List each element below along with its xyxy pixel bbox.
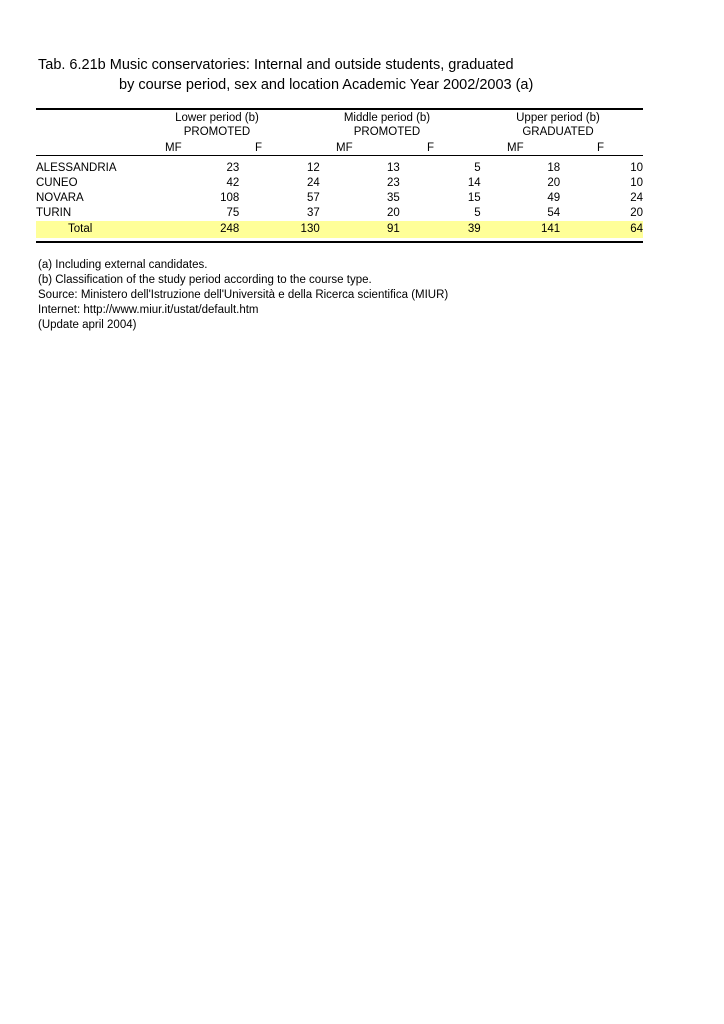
- footnote-a: (a) Including external candidates.: [38, 259, 208, 271]
- cell-lower-mf: 23: [226, 162, 240, 174]
- data-table: [36, 161, 643, 238]
- cell-upper-f: 10: [630, 162, 643, 174]
- cell-middle-mf: 20: [386, 207, 400, 219]
- cell-middle-f: 14: [467, 177, 481, 189]
- row-label: ALESSANDRIA: [36, 162, 117, 174]
- group-lower-status: PROMOTED: [183, 126, 251, 138]
- table-row: [36, 176, 643, 191]
- group-header-lower: [157, 111, 277, 139]
- cell-middle-mf: 23: [386, 177, 400, 189]
- cell-lower-mf: 42: [226, 177, 240, 189]
- cell-upper-mf: 49: [547, 192, 561, 204]
- group-upper-status: GRADUATED: [522, 126, 594, 138]
- cell-lower-f: 57: [306, 192, 320, 204]
- row-label: NOVARA: [36, 192, 84, 204]
- table-title: [38, 55, 533, 95]
- total-row: [36, 221, 643, 238]
- bottom-rule: [36, 241, 643, 243]
- source-note: Source: Ministero dell'Istruzione dell'Università e della Ricerca scientifica (MIUR): [38, 289, 449, 301]
- subheader-upper-f: F: [597, 142, 605, 154]
- cell-upper-mf: 20: [547, 177, 561, 189]
- total-lower-f: 130: [239, 221, 319, 238]
- table-row: [36, 191, 643, 206]
- cell-upper-mf: 54: [547, 207, 561, 219]
- footnote-b: (b) Classification of the study period according to the course type.: [38, 274, 372, 286]
- subheader-upper-mf: MF: [507, 142, 524, 154]
- subheader-lower-mf: MF: [165, 142, 182, 154]
- group-middle-period: Middle period (b): [343, 112, 431, 124]
- group-upper-period: Upper period (b): [516, 112, 600, 124]
- table-row: [36, 206, 643, 221]
- total-label: Total: [36, 221, 164, 238]
- table-row: [36, 161, 643, 176]
- total-middle-mf: 91: [320, 221, 400, 238]
- cell-middle-mf: 13: [386, 162, 400, 174]
- cell-upper-f: 10: [630, 177, 643, 189]
- cell-lower-f: 24: [306, 177, 320, 189]
- group-header-upper: [498, 111, 618, 139]
- top-rule: [36, 108, 643, 110]
- title-line-2: by course period, sex and location Academic Year 2002/2003 (a): [119, 77, 534, 93]
- cell-middle-f: 5: [474, 207, 481, 219]
- total-lower-mf: 248: [164, 221, 239, 238]
- row-label: TURIN: [36, 207, 72, 219]
- cell-lower-f: 37: [306, 207, 320, 219]
- total-middle-f: 39: [400, 221, 481, 238]
- cell-lower-mf: 108: [220, 192, 240, 204]
- cell-upper-mf: 18: [547, 162, 561, 174]
- subheader-lower-f: F: [255, 142, 263, 154]
- total-upper-mf: 141: [481, 221, 561, 238]
- footnotes: [38, 258, 448, 333]
- cell-middle-f: 15: [467, 192, 481, 204]
- group-middle-status: PROMOTED: [353, 126, 421, 138]
- row-label: CUNEO: [36, 177, 78, 189]
- subheader-middle-f: F: [427, 142, 435, 154]
- cell-lower-f: 12: [306, 162, 320, 174]
- title-line-1: Tab. 6.21b Music conservatories: Internal and outside students, graduated: [38, 57, 514, 73]
- cell-middle-mf: 35: [386, 192, 400, 204]
- group-header-middle: [327, 111, 447, 139]
- update-note: (Update april 2004): [38, 319, 137, 331]
- total-upper-f: 64: [560, 221, 643, 238]
- group-lower-period: Lower period (b): [175, 112, 259, 124]
- cell-upper-f: 20: [630, 207, 643, 219]
- internet-note: Internet: http://www.miur.it/ustat/default.htm: [38, 304, 259, 316]
- subheader-middle-mf: MF: [336, 142, 353, 154]
- cell-upper-f: 24: [630, 192, 643, 204]
- cell-lower-mf: 75: [226, 207, 240, 219]
- cell-middle-f: 5: [474, 162, 481, 174]
- header-rule: [36, 155, 643, 156]
